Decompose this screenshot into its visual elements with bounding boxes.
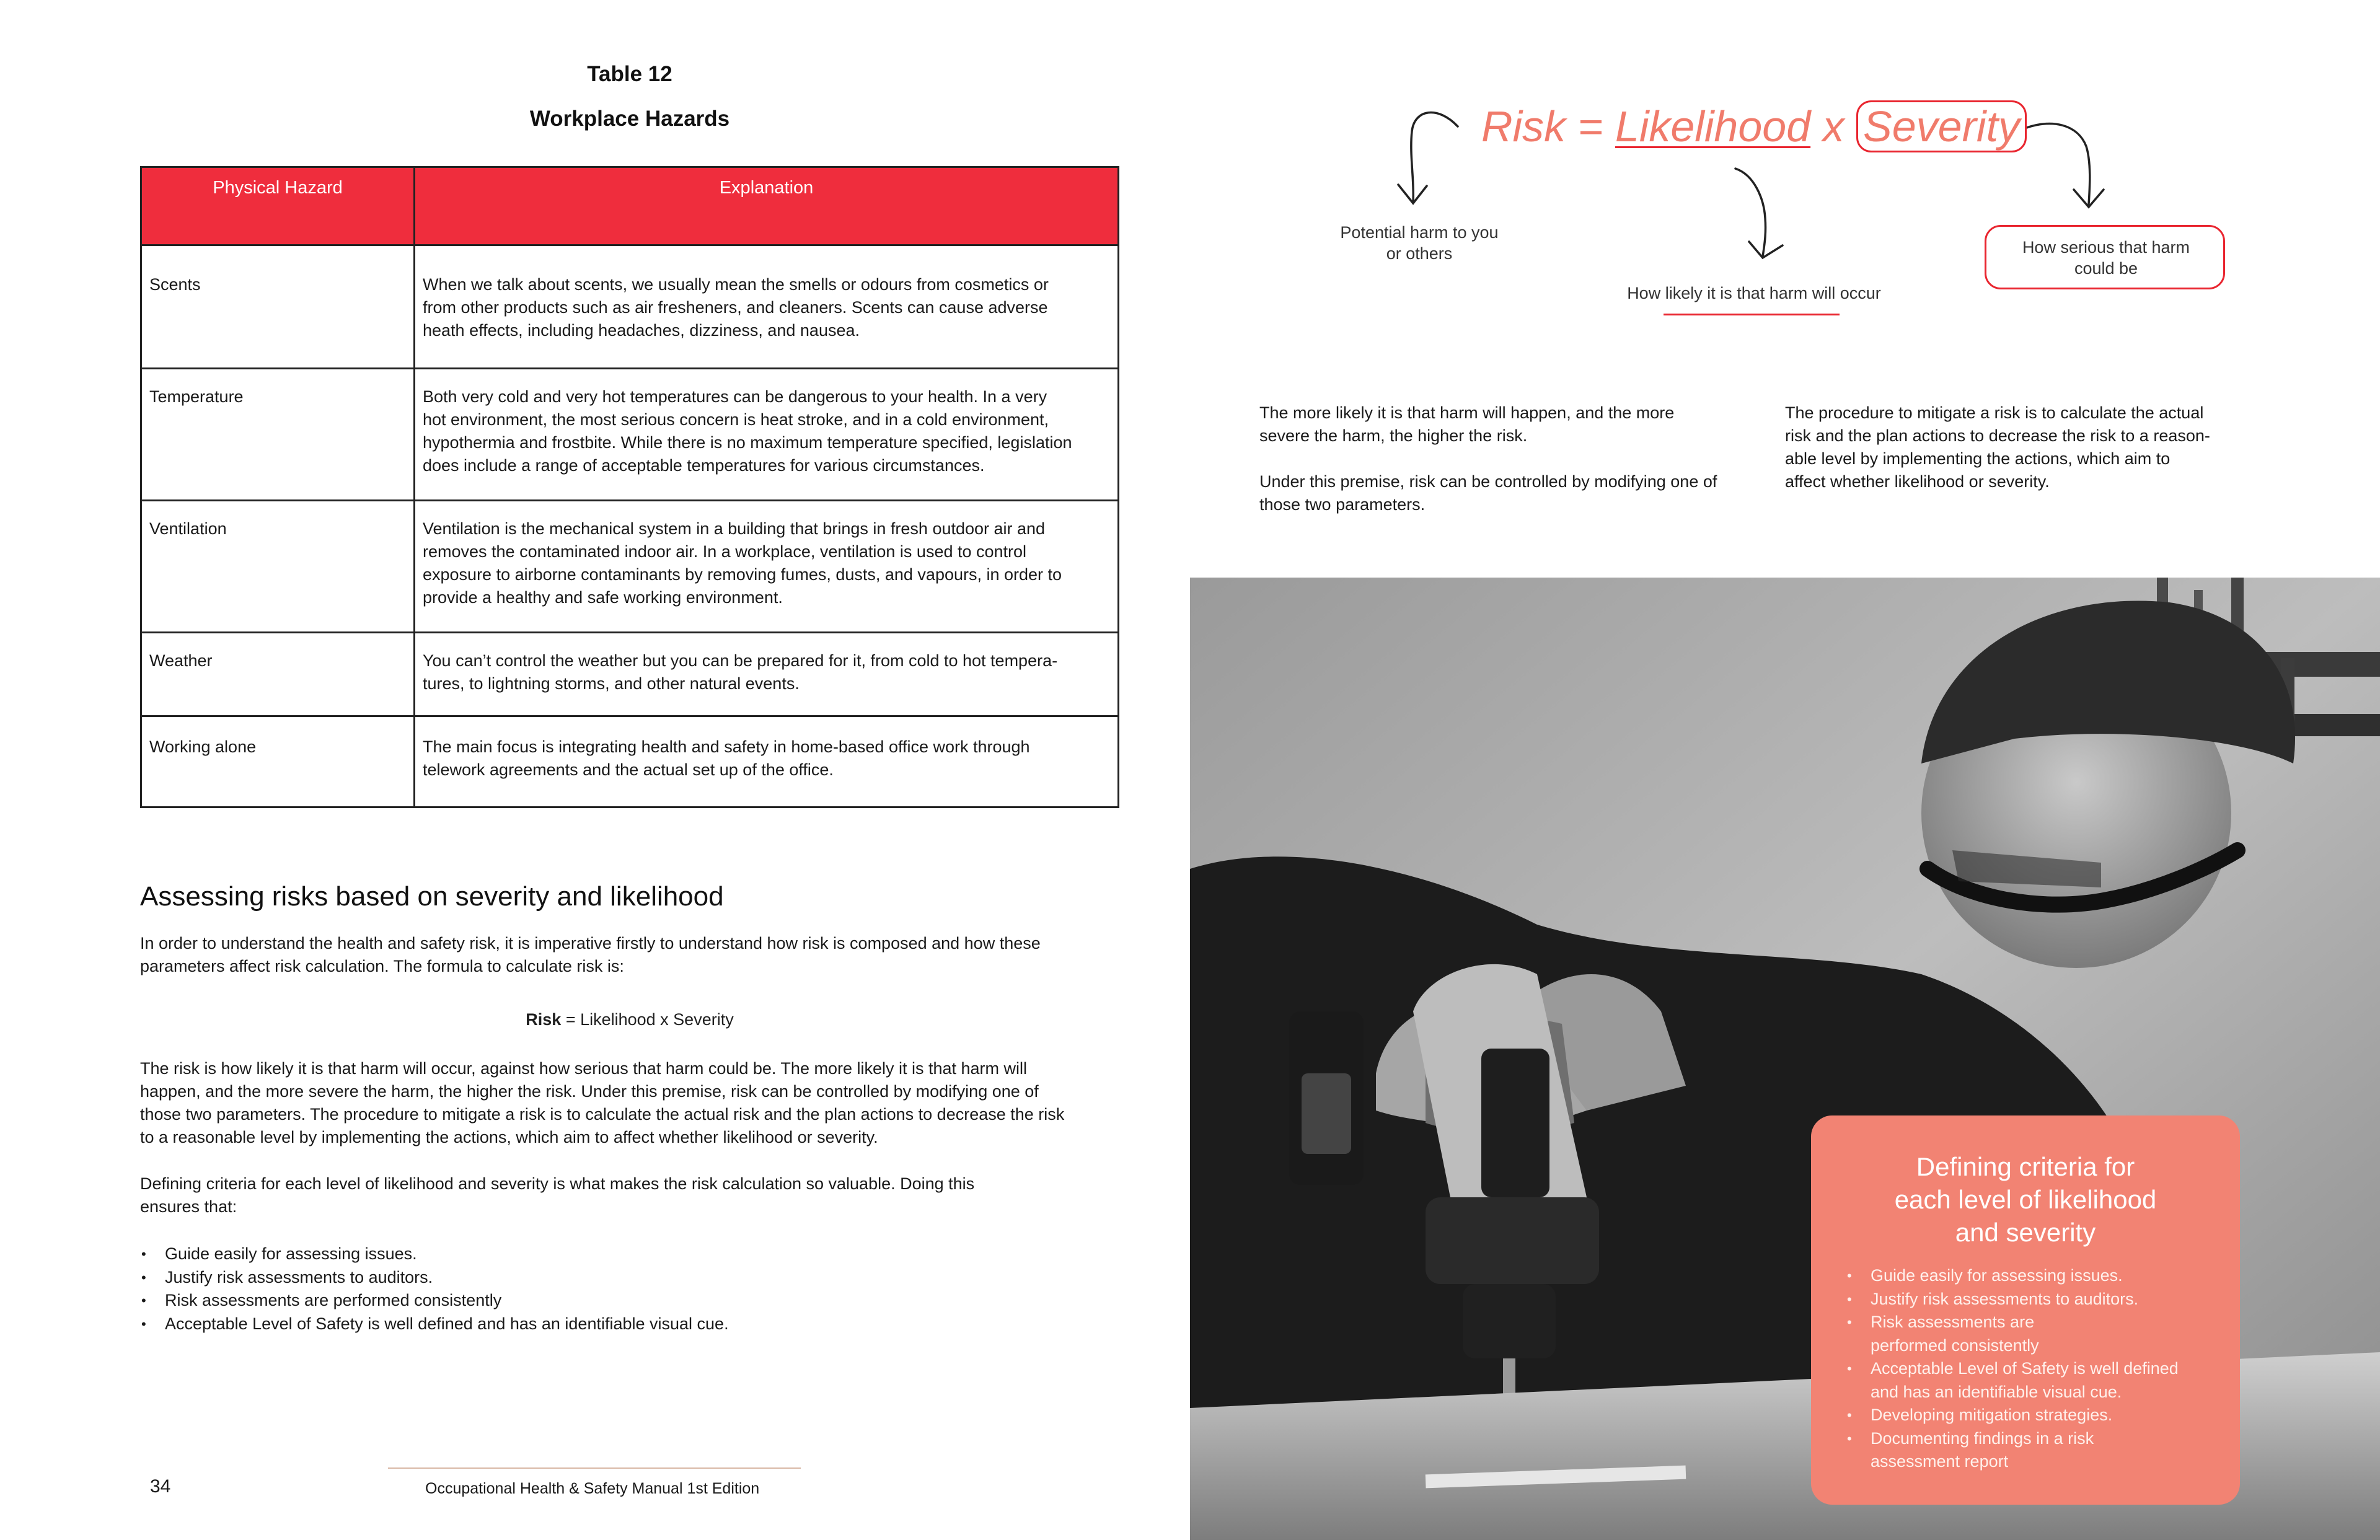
formula-risk-label: Risk bbox=[526, 1010, 562, 1029]
arrow-to-serious-note bbox=[2027, 123, 2090, 205]
right-text-column-1 bbox=[1259, 402, 1755, 516]
item-line: • Documenting findings in a risk bbox=[1871, 1428, 2094, 1448]
explanation-cell bbox=[415, 501, 1119, 633]
risk-formula bbox=[140, 1010, 1119, 1029]
item-line: • Developing mitigation strategies. bbox=[1871, 1406, 2113, 1424]
item-line: assessment report bbox=[1871, 1452, 2009, 1471]
explanation-line: exposure to airborne contaminants by removing fumes, dusts, and vapours, in order to bbox=[423, 565, 1062, 584]
note-line: could be bbox=[2074, 259, 2138, 278]
list-item: • Risk assessments are performed consistently bbox=[140, 1289, 729, 1313]
explanation-line: You can’t control the weather but you can be prepared for it, from cold to hot tempera- bbox=[423, 651, 1058, 670]
likelihood-note: How likely it is that harm will occur bbox=[1627, 284, 1881, 302]
explanation-cell bbox=[415, 369, 1119, 501]
hazard-cell: Working alone bbox=[141, 716, 415, 807]
explanation-line: When we talk about scents, we usually mean the smells or odours from cosmetics or bbox=[423, 275, 1049, 294]
harm-note bbox=[1320, 222, 1518, 264]
arrow-to-harm-note bbox=[1411, 112, 1458, 202]
callout-title bbox=[1811, 1150, 2240, 1249]
item-line: performed consistently bbox=[1871, 1335, 2039, 1355]
explanation-line: Both very cold and very hot temperatures can be dangerous to your health. In a very bbox=[423, 387, 1047, 406]
footer-title: Occupational Health & Safety Manual 1st Edition bbox=[425, 1480, 760, 1497]
item-line: • Acceptable Level of Safety is well defined bbox=[1871, 1359, 2179, 1378]
explanation-line: telework agreements and the actual set up of the office. bbox=[423, 760, 834, 779]
table-subtitle: Workplace Hazards bbox=[529, 107, 730, 131]
explanation-line: provide a healthy and safe working environment. bbox=[423, 588, 783, 607]
paragraph-line: severe the harm, the higher the risk. bbox=[1259, 426, 1528, 445]
paragraph-line: parameters affect risk calculation. The formula to calculate risk is: bbox=[140, 957, 624, 975]
criteria-bullet-list bbox=[140, 1243, 729, 1335]
callout-list-item bbox=[1843, 1311, 2228, 1357]
explanation-line: Ventilation is the mechanical system in a building that brings in fresh outdoor air and bbox=[423, 519, 1046, 538]
explanation-line: The main focus is integrating health and safety in home-based office work through bbox=[423, 737, 1030, 756]
table-caption: Table 12 bbox=[587, 62, 672, 86]
table-row bbox=[141, 716, 1119, 807]
paragraph-line: affect whether likelihood or severity. bbox=[1785, 472, 2050, 491]
formula-expression: = Likelihood x Severity bbox=[561, 1010, 734, 1029]
hazard-cell: Ventilation bbox=[141, 501, 415, 633]
item-line: • Risk assessments are bbox=[1871, 1313, 2035, 1331]
formula-times: x bbox=[1810, 102, 1857, 151]
drill-chuck bbox=[1426, 1197, 1599, 1284]
paragraph-line: Defining criteria for each level of likelihood and severity is what makes the risk calculation so valuable. Doing this bbox=[140, 1174, 975, 1193]
paragraph-line: The procedure to mitigate a risk is to calculate the actual bbox=[1785, 403, 2204, 422]
formula-equals: = bbox=[1566, 102, 1615, 151]
explanation-line: hypothermia and frostbite. While there is no maximum temperature specified, legislation bbox=[423, 433, 1072, 452]
risk-paragraph bbox=[140, 1057, 1126, 1149]
list-item: • Guide easily for assessing issues. bbox=[140, 1243, 729, 1266]
paragraph-line: able level by implementing the actions, which aim to bbox=[1785, 449, 2171, 468]
formula-risk-word: Risk bbox=[1481, 102, 1566, 151]
explanation-line: tures, to lightning storms, and other natural events. bbox=[423, 674, 800, 693]
hazard-cell: Temperature bbox=[141, 369, 415, 501]
explanation-line: does include a range of acceptable temperatures for various circumstances. bbox=[423, 456, 985, 475]
likelihood-note-underline bbox=[1664, 314, 1840, 315]
paragraph-line: those two parameters. bbox=[1259, 495, 1426, 514]
formula-likelihood-word: Likelihood bbox=[1615, 102, 1811, 151]
table-row bbox=[141, 501, 1119, 633]
callout-list-item bbox=[1843, 1404, 2228, 1427]
list-item: • Justify risk assessments to auditors. bbox=[140, 1266, 729, 1290]
paragraph-line: The more likely it is that harm will happen, and the more bbox=[1259, 403, 1675, 422]
item-line: • Justify risk assessments to auditors. bbox=[1871, 1289, 2139, 1308]
list-item: • Acceptable Level of Safety is well defined and has an identifiable visual cue. bbox=[140, 1313, 729, 1336]
explanation-line: removes the contaminated indoor air. In a workplace, ventilation is used to control bbox=[423, 542, 1027, 561]
paragraph-line: happen, and the more severe the harm, the higher the risk. Under this premise, risk can be controlled by modifying one of bbox=[140, 1082, 1039, 1101]
right-text-column-2 bbox=[1785, 402, 2250, 493]
explanation-cell bbox=[415, 633, 1119, 716]
hazard-cell: Scents bbox=[141, 245, 415, 369]
risk-formula-headline bbox=[1481, 102, 2027, 151]
severity-note bbox=[1996, 237, 2216, 279]
note-line: How serious that harm bbox=[2022, 238, 2190, 257]
callout-list-item bbox=[1843, 1427, 2228, 1474]
diagram-arrows bbox=[0, 0, 2380, 384]
explanation-line: heath effects, including headaches, dizziness, and nausea. bbox=[423, 321, 860, 340]
item-line: and has an identifiable visual cue. bbox=[1871, 1382, 2122, 1401]
paragraph-line: risk and the plan actions to decrease the risk to a reason- bbox=[1785, 426, 2210, 445]
risk-formula-diagram bbox=[0, 0, 2380, 384]
callout-list-item bbox=[1843, 1288, 2228, 1311]
explanation-line: hot environment, the most serious concern is heat stroke, and in a cold environment, bbox=[423, 410, 1049, 429]
note-line: Potential harm to you bbox=[1340, 223, 1499, 242]
callout-list-item bbox=[1843, 1264, 2228, 1288]
column-header-hazard: Physical Hazard bbox=[141, 167, 415, 245]
explanation-line: from other products such as air fresheners, and cleaners. Scents can cause adverse bbox=[423, 298, 1048, 317]
column-header-explanation: Explanation bbox=[415, 167, 1119, 245]
callout-list-item bbox=[1843, 1357, 2228, 1404]
intro-paragraph bbox=[140, 932, 1126, 978]
explanation-cell bbox=[415, 716, 1119, 807]
section-heading: Assessing risks based on severity and likelihood bbox=[140, 881, 724, 912]
page-number: 34 bbox=[150, 1476, 171, 1497]
paragraph-line: those two parameters. The procedure to mitigate a risk is to calculate the actual risk and the plan actions to decrease the risk bbox=[140, 1105, 1065, 1124]
paragraph-line: ensures that: bbox=[140, 1197, 237, 1216]
callout-title-line: each level of likelihood bbox=[1894, 1185, 2157, 1214]
table-row bbox=[141, 633, 1119, 716]
item-line: • Guide easily for assessing issues. bbox=[1871, 1266, 2123, 1285]
paragraph-line: The risk is how likely it is that harm will occur, against how serious that harm could be. The more likely it is that harm will bbox=[140, 1059, 1028, 1078]
callout-bullet-list bbox=[1843, 1264, 2228, 1474]
paragraph-line: to a reasonable level by implementing the actions, which aim to affect whether likelihood or severity. bbox=[140, 1128, 878, 1146]
criteria-paragraph bbox=[140, 1173, 1057, 1218]
hazard-cell: Weather bbox=[141, 633, 415, 716]
criteria-callout-card bbox=[1811, 1115, 2240, 1505]
formula-severity-word: Severity bbox=[1856, 100, 2027, 152]
footer-divider bbox=[388, 1467, 801, 1469]
arrow-head-likely bbox=[1749, 242, 1783, 258]
callout-title-line: Defining criteria for bbox=[1916, 1152, 2135, 1181]
paragraph-line: In order to understand the health and safety risk, it is imperative firstly to understand how risk is composed and how these bbox=[140, 934, 1041, 953]
paragraph-line: Under this premise, risk can be controlled by modifying one of bbox=[1259, 472, 1717, 491]
callout-title-line: and severity bbox=[1955, 1218, 2096, 1247]
table-row bbox=[141, 369, 1119, 501]
note-line: or others bbox=[1386, 244, 1453, 263]
